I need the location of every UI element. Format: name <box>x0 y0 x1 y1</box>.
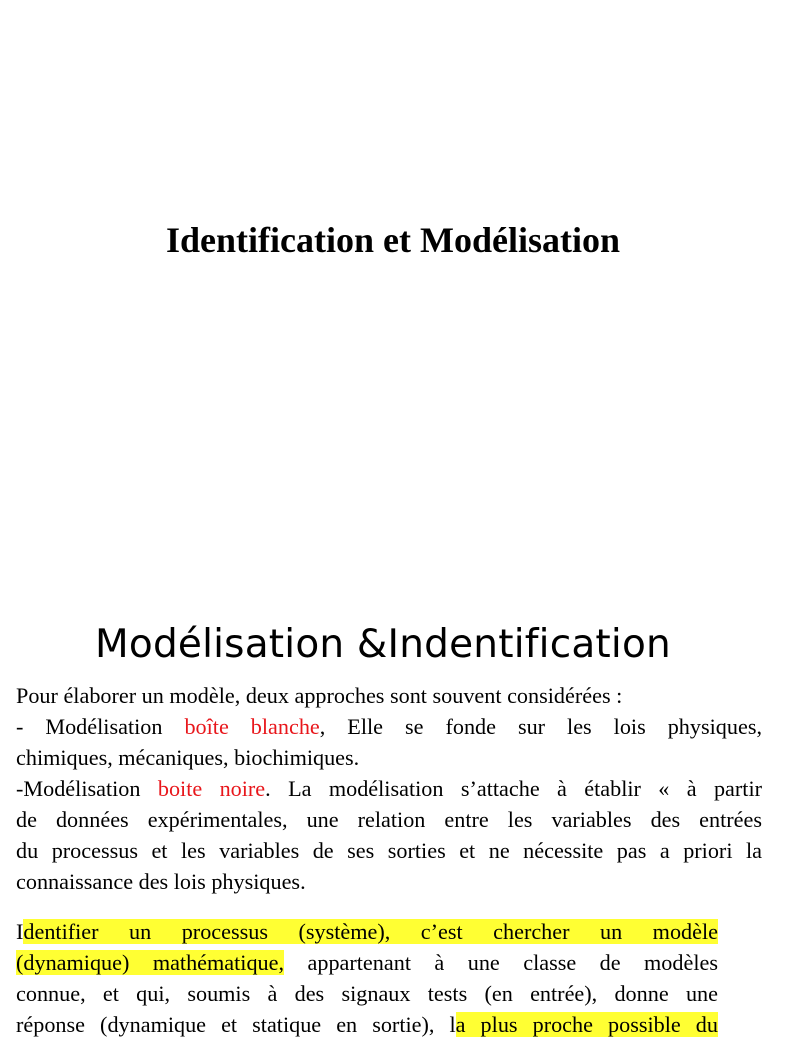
highlighted-text: a plus proche possible du <box>455 1012 718 1037</box>
paragraph-line: de données expérimentales, une relation entre les variables des entrées <box>16 807 762 832</box>
paragraph-line <box>16 916 718 947</box>
paragraph-line <box>16 773 762 804</box>
paragraph-line: connaissance des lois physiques. <box>16 869 306 894</box>
text-segment: appartenant à une classe de modèles <box>284 950 718 975</box>
text-segment: . La modélisation s’attache à établir « à partir <box>265 776 762 801</box>
emphasis-boite-noire: boite noire <box>157 776 266 801</box>
paragraph-line: Pour élaborer un modèle, deux approches sont souvent considérées : <box>16 683 623 708</box>
paragraph-line: connue, et qui, soumis à des signaux tests (en entrée), donne une <box>16 981 718 1006</box>
paragraph-line <box>16 711 762 742</box>
text-segment: - Modélisation <box>16 714 185 739</box>
text-segment: -Modélisation <box>16 776 158 801</box>
highlighted-text: dentifier un processus (système), c’est chercher un modèle <box>23 919 718 944</box>
text-segment: I <box>16 919 24 944</box>
emphasis-boite-blanche: boîte blanche <box>184 714 320 739</box>
paragraph-definition <box>16 916 718 1040</box>
paragraph-line <box>16 1009 718 1040</box>
paragraph-approaches <box>16 680 762 897</box>
paragraph-line: chimiques, mécaniques, biochimiques. <box>16 745 360 770</box>
slide-1-title: Identification et Modélisation <box>166 220 620 260</box>
paragraph-line: du processus et les variables de ses sorties et ne nécessite pas a priori la <box>16 838 762 863</box>
slide-2-title: Modélisation &Indentification <box>95 622 671 667</box>
text-segment: réponse (dynamique et statique en sortie), l <box>16 1012 456 1037</box>
highlighted-text: (dynamique) mathématique, <box>16 950 285 975</box>
paragraph-line <box>16 947 718 978</box>
text-segment: , Elle se fonde sur les lois physiques, <box>319 714 763 739</box>
